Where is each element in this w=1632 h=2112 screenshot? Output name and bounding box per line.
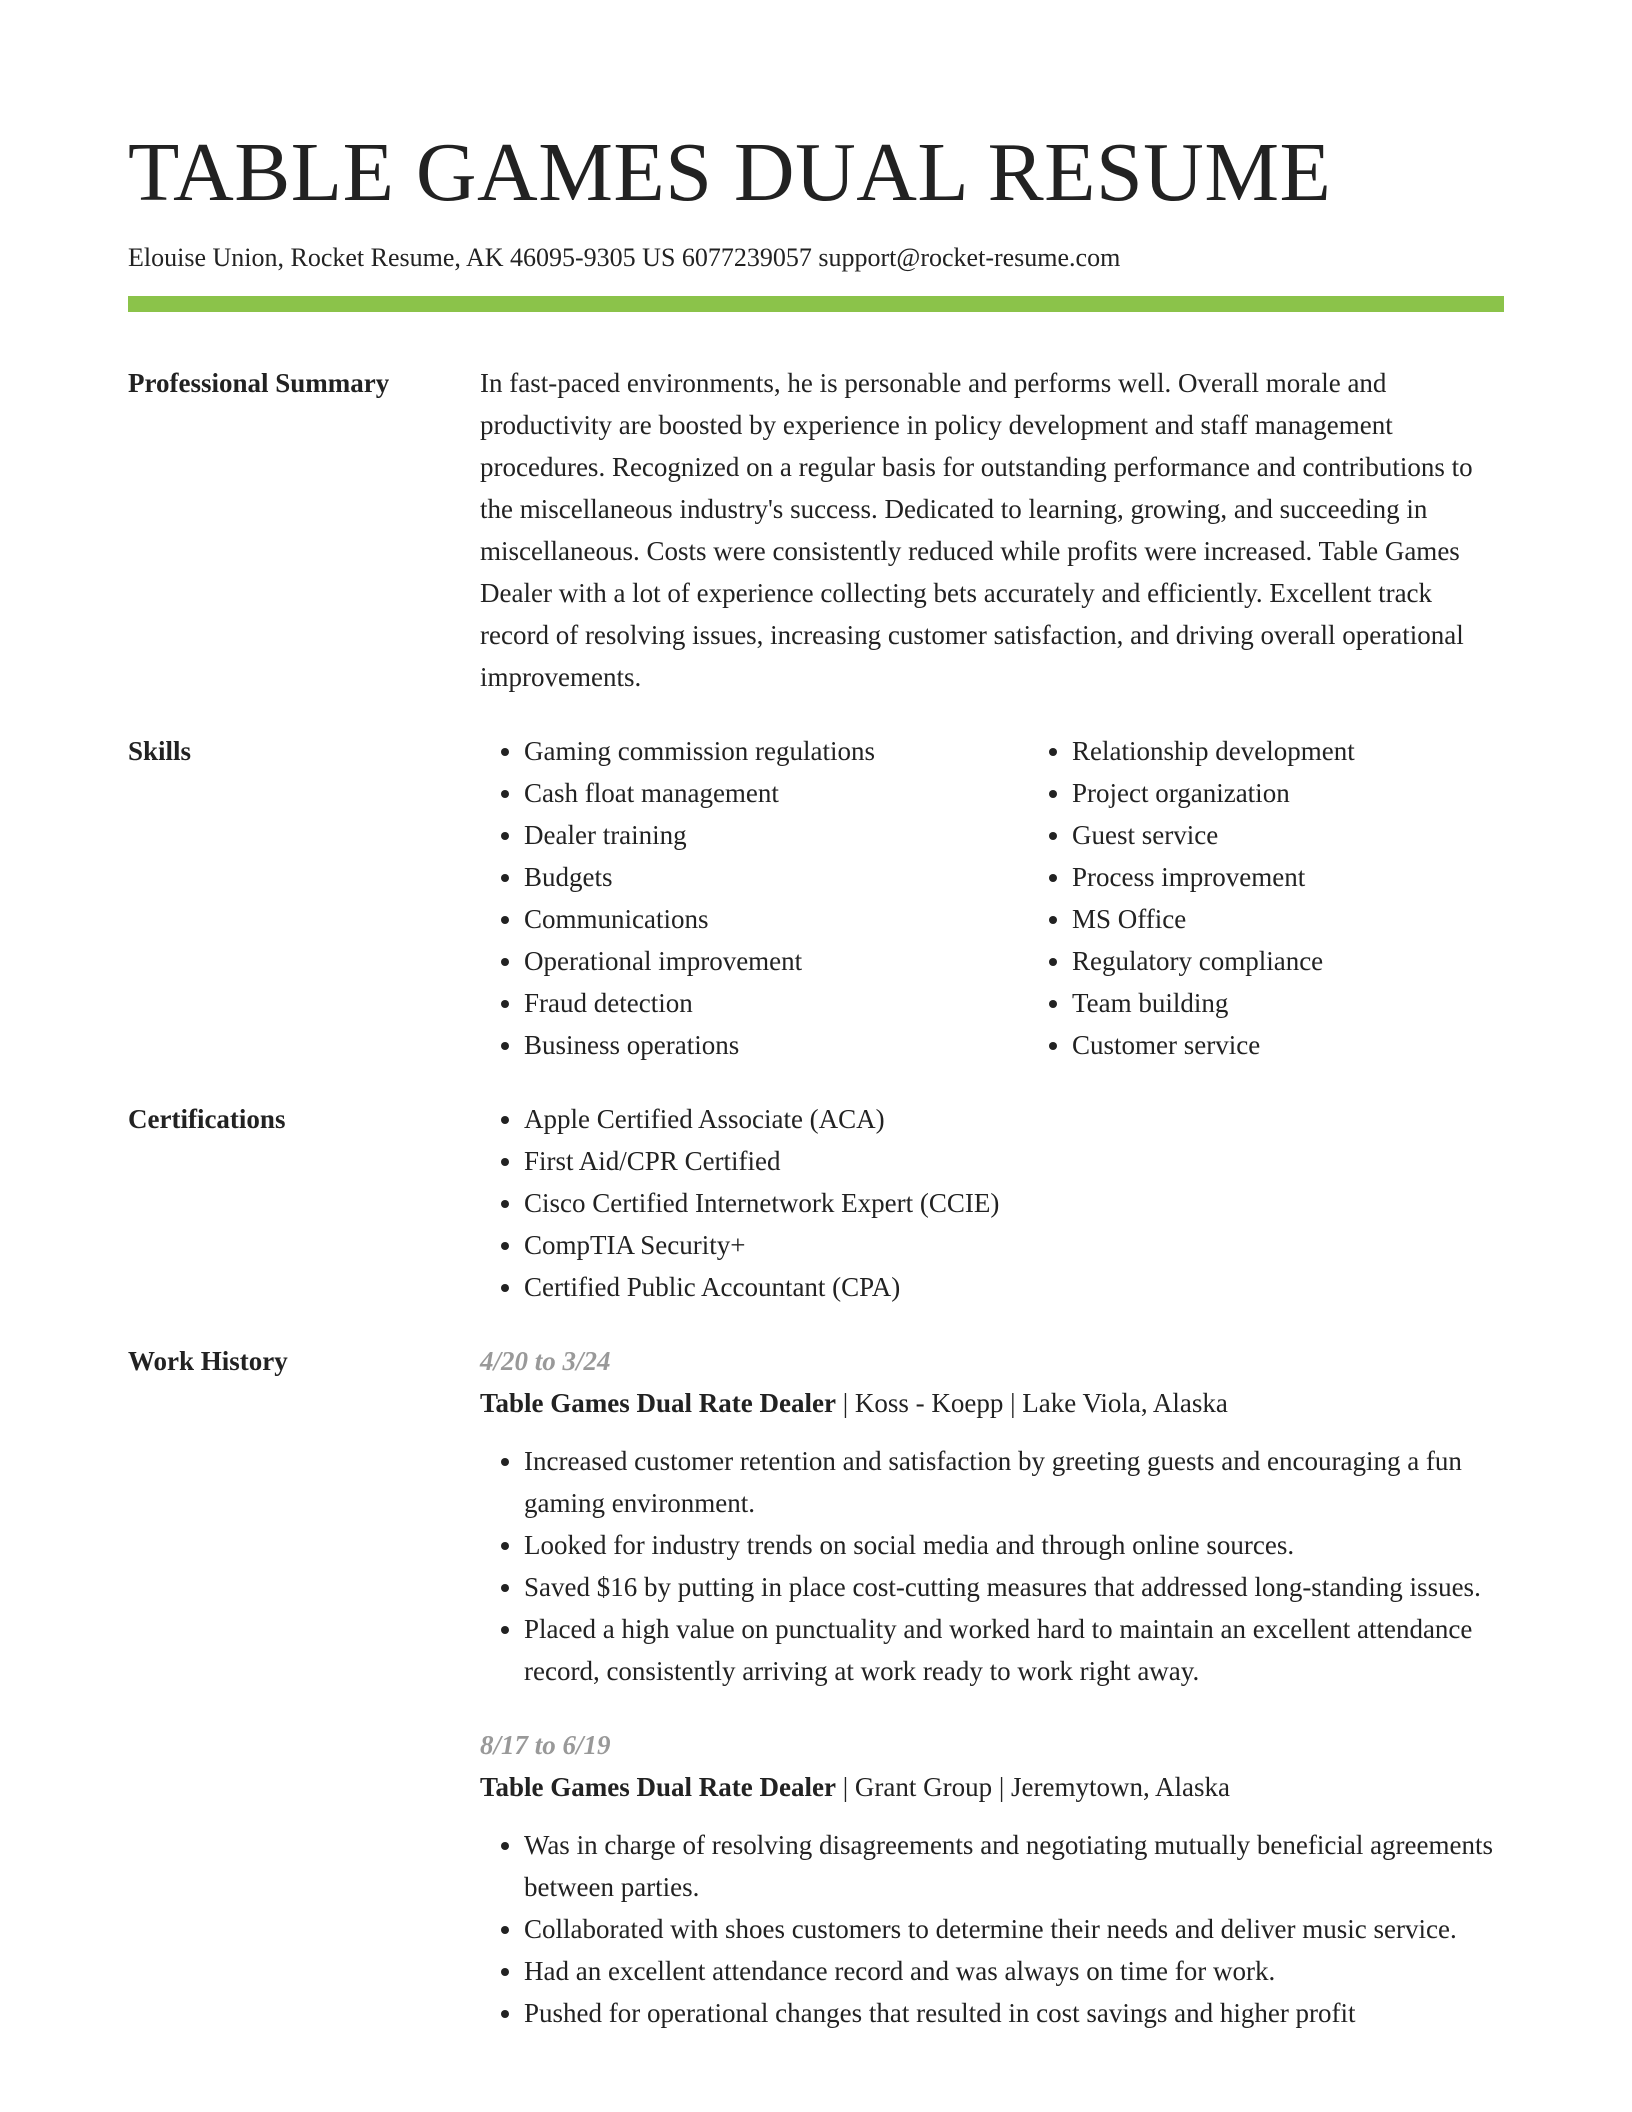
job-duty: • Looked for industry trends on social media and through online sources. [524,1524,1504,1566]
resume-title: TABLE GAMES DUAL RESUME [128,126,1332,219]
skills-heading: Skills [128,736,192,766]
skill-item: • Guest service [1072,814,1504,856]
skill-item: • Process improvement [1072,856,1504,898]
skill-item: • Operational improvement [524,940,1028,982]
summary-heading: Professional Summary [128,368,390,398]
accent-divider [128,296,1504,312]
skill-item: • Customer service [1072,1024,1504,1066]
summary-section [128,362,1504,698]
job-duties-list [480,1440,1504,1692]
job-duty: • Collaborated with shoes customers to determine their needs and deliver music service. [524,1908,1504,1950]
certification-item: • First Aid/CPR Certified [524,1140,1504,1182]
skill-item: • Budgets [524,856,1028,898]
skills-section [128,730,1504,1066]
job-company-location: | Grant Group | Jeremytown, Alaska [835,1772,1230,1802]
certifications-section [128,1098,1504,1308]
certification-item: • Apple Certified Associate (ACA) [524,1098,1504,1140]
skill-item: • Regulatory compliance [1072,940,1504,982]
work-history-heading: Work History [128,1346,288,1376]
skill-item: • Cash float management [524,772,1028,814]
job-heading [480,1382,1504,1424]
job-dates: 8/17 to 6/19 [480,1730,611,1760]
certifications-list [480,1098,1504,1308]
job-duty: • Had an excellent attendance record and was always on time for work. [524,1950,1504,1992]
skills-list-right [1028,730,1504,1066]
summary-body [480,362,1504,698]
skills-body [480,730,1504,1066]
job-duty: • Pushed for operational changes that resulted in cost savings and higher profit [524,1992,1504,2034]
certifications-body [480,1098,1504,1308]
job-duty: • Saved $16 by putting in place cost-cutting measures that addressed long-standing issues. [524,1566,1504,1608]
job-entry [480,1340,1504,1692]
summary-text: In fast-paced environments, he is personable and performs well. Overall morale and productivity are boosted by experience in policy development and staff management procedures. Recognized on a regular basis for outstanding performance and contributions to the miscellaneous industry's success. Dedicated to learning, growing, and succeeding in miscellaneous. Costs were consistently reduced while profits were increased. Table Games Dealer with a lot of experience collecting bets accurately and efficiently. Excellent track record of resolving issues, increasing customer satisfaction, and driving overall operational improvements. [480,368,1473,692]
skill-item: • Gaming commission regulations [524,730,1028,772]
job-company-location: | Koss - Koepp | Lake Viola, Alaska [835,1388,1228,1418]
job-duty: • Was in charge of resolving disagreements and negotiating mutually beneficial agreements between parties. [524,1824,1504,1908]
skill-item: • Communications [524,898,1028,940]
certification-item: • Cisco Certified Internetwork Expert (CCIE) [524,1182,1504,1224]
contact-line: Elouise Union, Rocket Resume, AK 46095-9305 US 6077239057 support@rocket-resume.com [128,243,1121,272]
resume-page [128,118,1504,2034]
certifications-heading: Certifications [128,1104,286,1134]
skill-item: • Relationship development [1072,730,1504,772]
skill-item: • MS Office [1072,898,1504,940]
skills-list-left [480,730,1028,1066]
skill-item: • Project organization [1072,772,1504,814]
job-dates: 4/20 to 3/24 [480,1346,611,1376]
job-heading [480,1766,1504,1808]
job-duty: • Increased customer retention and satisfaction by greeting guests and encouraging a fun gaming environment. [524,1440,1504,1524]
job-entry [480,1724,1504,2034]
job-duties-list [480,1824,1504,2034]
skill-item: • Business operations [524,1024,1028,1066]
job-duty: • Placed a high value on punctuality and worked hard to maintain an excellent attendance record, consistently arriving at work ready to work right away. [524,1608,1504,1692]
job-title: Table Games Dual Rate Dealer [480,1772,836,1802]
certification-item: • Certified Public Accountant (CPA) [524,1266,1504,1308]
skill-item: • Team building [1072,982,1504,1024]
work-history-body [480,1340,1504,2034]
job-title: Table Games Dual Rate Dealer [480,1388,836,1418]
skill-item: • Dealer training [524,814,1028,856]
certification-item: • CompTIA Security+ [524,1224,1504,1266]
work-history-section [128,1340,1504,2034]
skill-item: • Fraud detection [524,982,1028,1024]
